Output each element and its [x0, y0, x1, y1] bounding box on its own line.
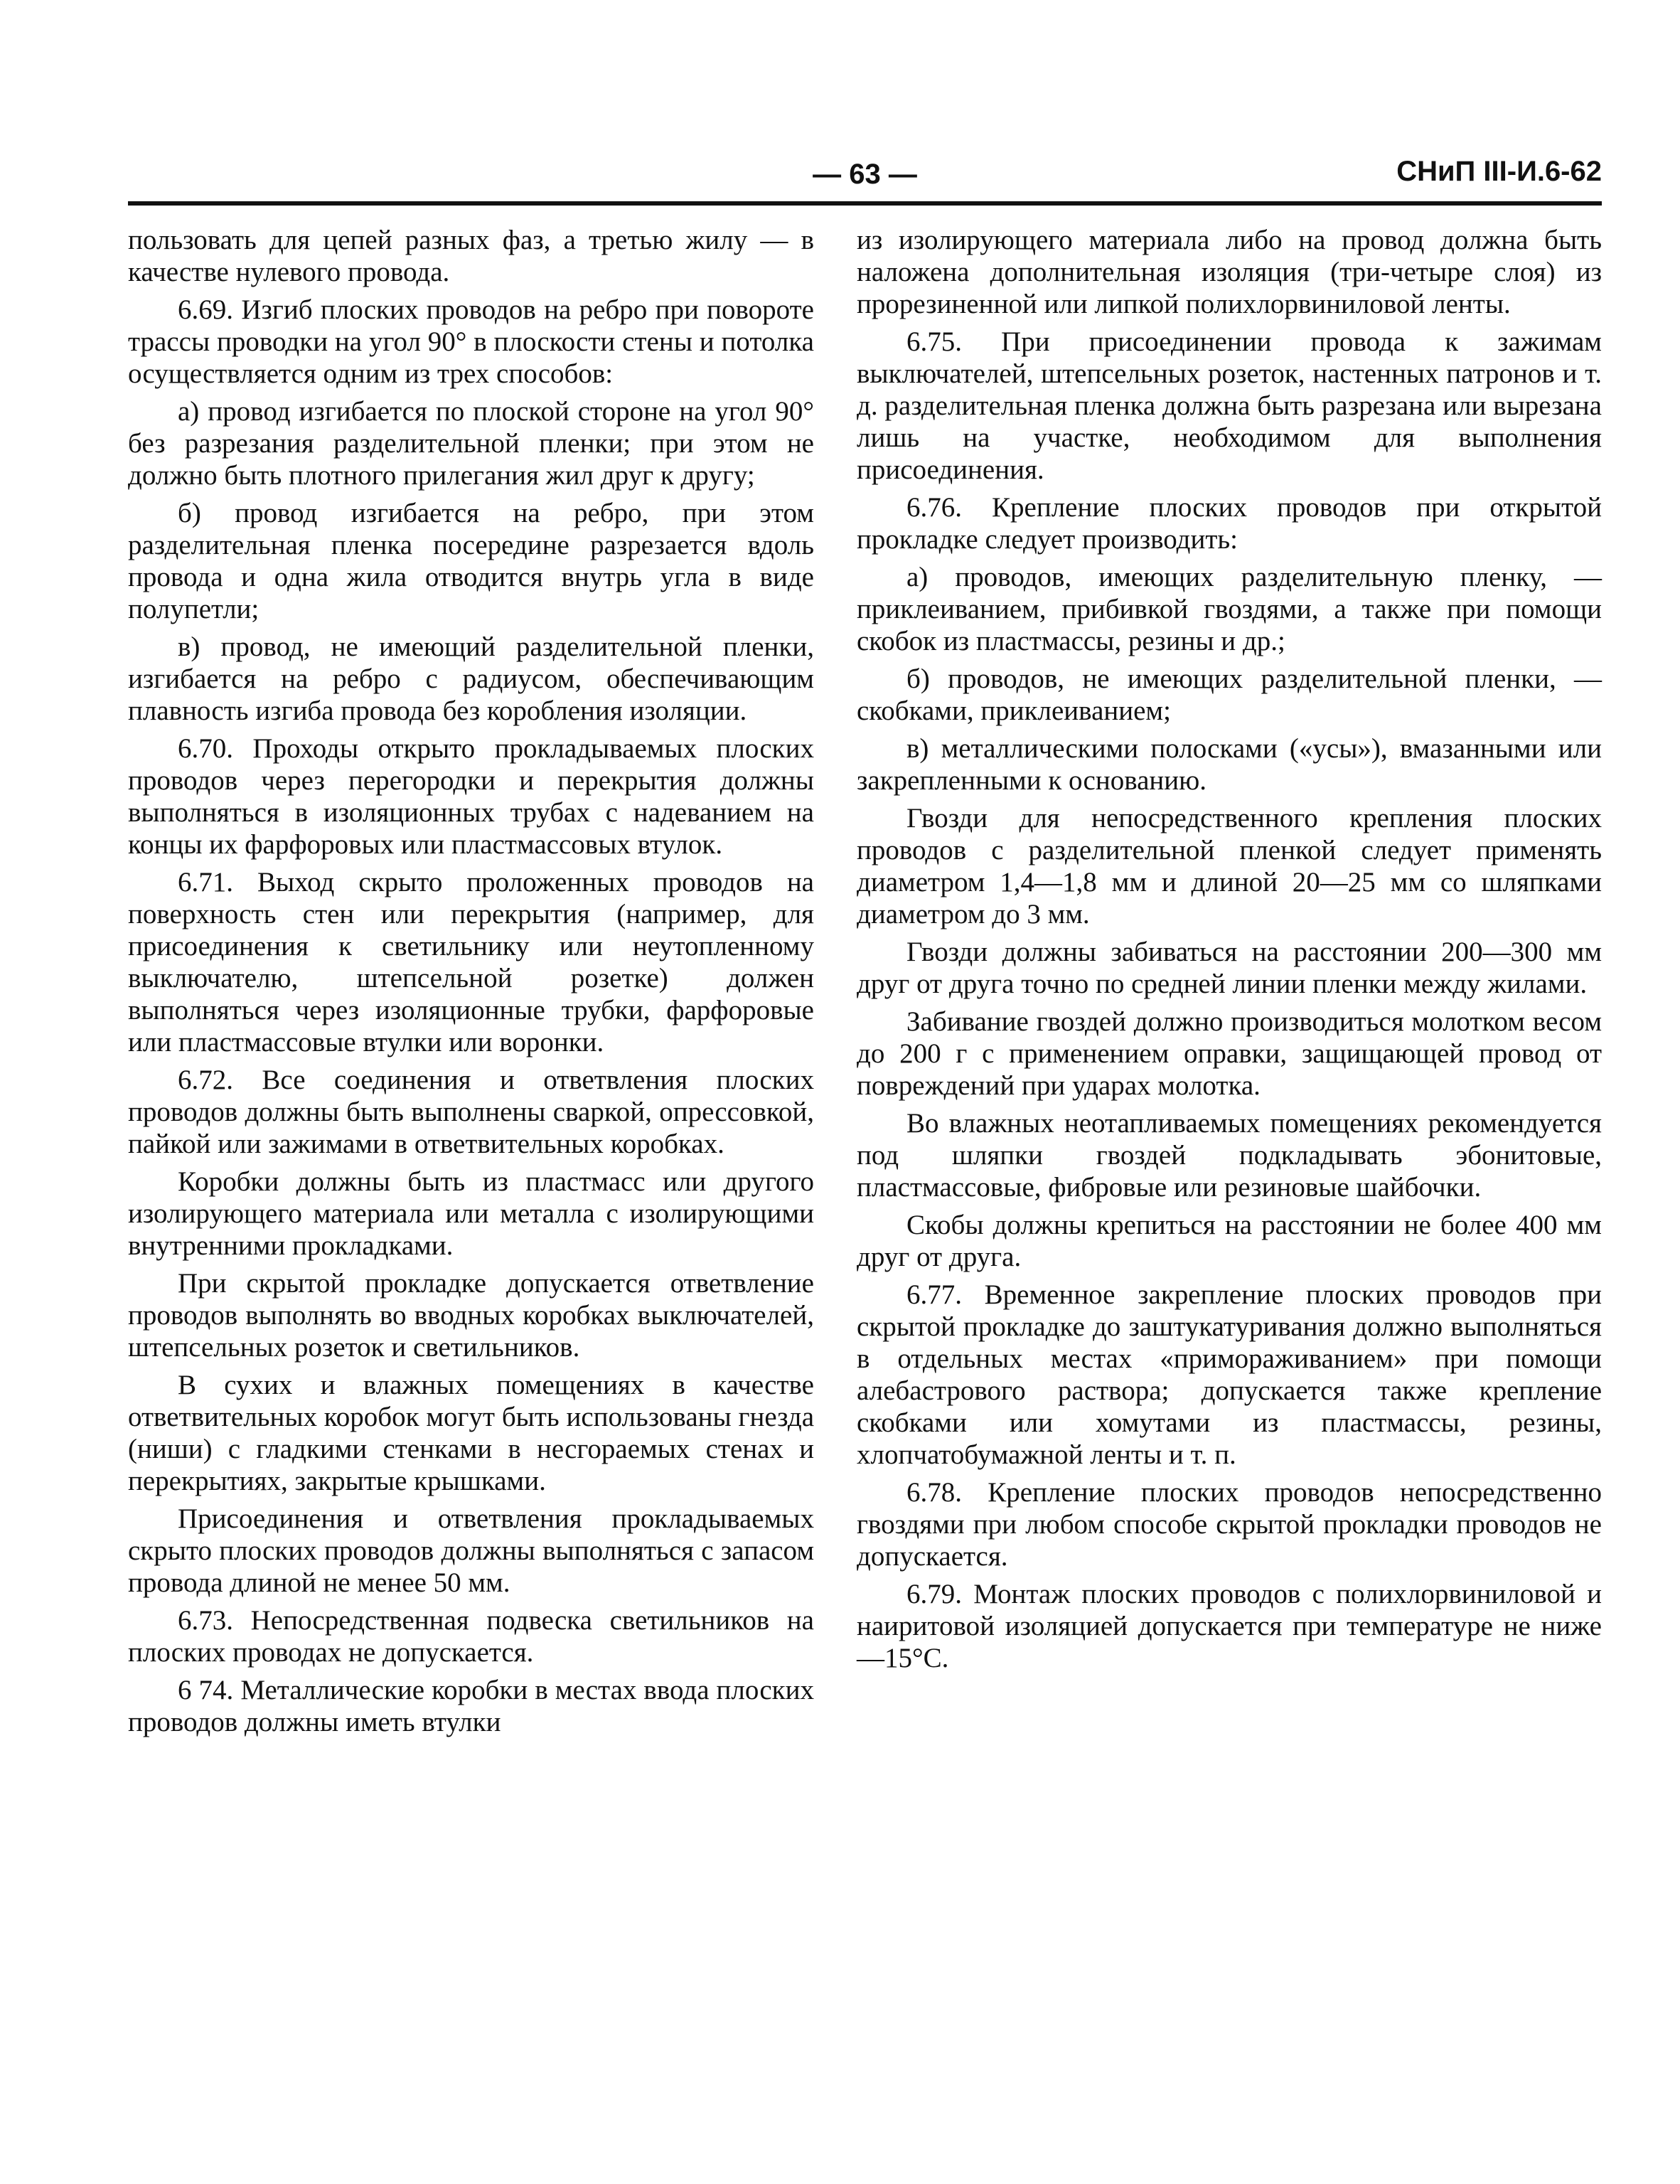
paragraph: 6.78. Крепление плоских проводов непосредственно гвоздями при любом способе скрытой прокладки проводов не допускается.: [857, 1477, 1602, 1572]
paragraph: 6.72. Все соединения и ответвления плоских проводов должны быть выполнены сваркой, опрессовкой, пайкой или зажимами в ответвительных коробках.: [128, 1065, 814, 1159]
paragraph: б) проводов, не имеющих разделительной пленки, — скобками, приклеиванием;: [857, 664, 1602, 726]
paragraph: пользовать для цепей разных фаз, а третью жилу — в качестве нулевого провода.: [128, 225, 814, 287]
page-number: — 63 —: [813, 159, 917, 190]
paragraph: 6.76. Крепление плоских проводов при открытой прокладке следует производить:: [857, 492, 1602, 555]
paragraph: 6.79. Монтаж плоских проводов с полихлорвиниловой и наиритовой изоляцией допускается при температуре не ниже —15°С.: [857, 1579, 1602, 1673]
paragraph: 6.77. Временное закрепление плоских проводов при скрытой прокладке до заштукатуривания должно выполняться в отдельных местах «примораживанием» при помощи алебастрового раствора; допускается также крепление скобками или хомутами из пластмассы, резины, хлопчатобумажной ленты и т. п.: [857, 1279, 1602, 1470]
paragraph: Во влажных неотапливаемых помещениях рекомендуется под шляпки гвоздей подкладывать эбонитовые, пластмассовые, фибровые или резиновые шайбочки.: [857, 1108, 1602, 1203]
paragraph: а) провод изгибается по плоской стороне на угол 90° без разрезания разделительной пленки; при этом не должно быть плотного прилегания жил друг к другу;: [128, 396, 814, 491]
paragraph: В сухих и влажных помещениях в качестве ответвительных коробок могут быть использованы гнезда (ниши) с гладкими стенками в несгораемых стенах и перекрытиях, закрытые крышками.: [128, 1370, 814, 1496]
paragraph: 6.70. Проходы открыто прокладываемых плоских проводов через перегородки и перекрытия должны выполняться в изоляционных трубах с надеванием на концы их фарфоровых или пластмассовых втулок.: [128, 733, 814, 860]
paragraph: Присоединения и ответвления прокладываемых скрыто плоских проводов должны выполняться с запасом провода длиной не менее 50 мм.: [128, 1503, 814, 1598]
paragraph: При скрытой прокладке допускается ответвление проводов выполнять во вводных коробках выключателей, штепсельных розеток и светильников.: [128, 1268, 814, 1363]
paragraph: Забивание гвоздей должно производиться молотком весом до 200 г с применением оправки, защищающей провод от повреждений при ударах молотка.: [857, 1006, 1602, 1101]
paragraph: 6 74. Металлические коробки в местах ввода плоских проводов должны иметь втулки: [128, 1675, 814, 1737]
paragraph: в) провод, не имеющий разделительной пленки, изгибается на ребро с радиусом, обеспечивающим плавность изгиба провода без коробления изоляции.: [128, 632, 814, 726]
paragraph: 6.69. Изгиб плоских проводов на ребро при повороте трассы проводки на угол 90° в плоскости стены и потолка осуществляется одним из трех способов:: [128, 294, 814, 389]
left-column: [128, 224, 814, 1744]
header-rule: [128, 201, 1602, 206]
paragraph: Гвозди для непосредственного крепления плоских проводов с разделительной пленкой следует применять диаметром 1,4—1,8 мм и длиной 20—25 мм со шляпками диаметром до 3 мм.: [857, 803, 1602, 929]
paragraph: Скобы должны крепиться на расстоянии не более 400 мм друг от друга.: [857, 1210, 1602, 1272]
paragraph: Гвозди должны забиваться на расстоянии 200—300 мм друг от друга точно по средней линии пленки между жилами.: [857, 937, 1602, 999]
paragraph: а) проводов, имеющих разделительную пленку, — приклеиванием, прибивкой гвоздями, а также при помощи скобок из пластмассы, резины и др.;: [857, 562, 1602, 656]
paragraph: из изолирующего материала либо на провод должна быть наложена дополнительная изоляция (три-четыре слоя) из прорезиненной или липкой полихлорвиниловой ленты.: [857, 225, 1602, 319]
paragraph: б) провод изгибается на ребро, при этом разделительная пленка посередине разрезается вдоль провода и одна жила отводится внутрь угла в виде полупетли;: [128, 498, 814, 624]
page-header: [128, 146, 1602, 196]
paragraph: 6.75. При присоединении провода к зажимам выключателей, штепсельных розеток, настенных патронов и т. д. разделительная пленка должна быть разрезана или вырезана лишь на участке, необходимом для выполнения присоединения.: [857, 326, 1602, 485]
paragraph: в) металлическими полосками («усы»), вмазанными или закрепленными к основанию.: [857, 733, 1602, 796]
paragraph: 6.71. Выход скрыто проложенных проводов на поверхность стен или перекрытия (например, для присоединения к светильнику или неутопленному выключателю, штепсельной розетке) должен выполняться через изоляционные трубки, фарфоровые или пластмассовые втулки или воронки.: [128, 867, 814, 1058]
paragraph: 6.73. Непосредственная подвеска светильников на плоских проводах не допускается.: [128, 1605, 814, 1668]
right-column: [857, 224, 1602, 1680]
document-code: СНиП III-И.6-62: [1396, 156, 1602, 187]
paragraph: Коробки должны быть из пластмасс или другого изолирующего материала или металла с изолирующими внутренними прокладками.: [128, 1166, 814, 1261]
